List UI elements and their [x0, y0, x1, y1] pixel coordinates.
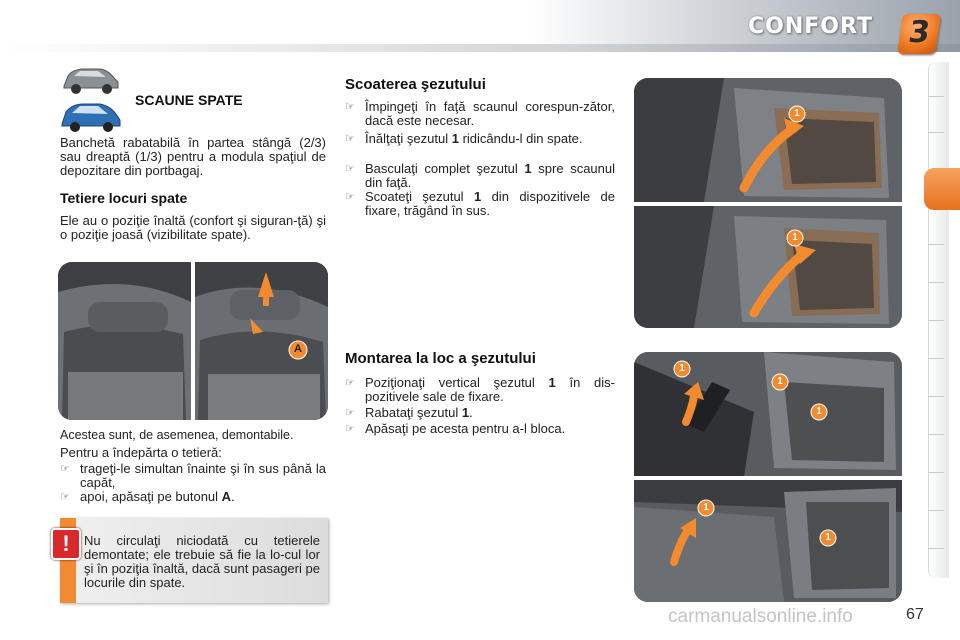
chapter-tab-active[interactable]: [924, 168, 960, 210]
step-number: 1: [548, 375, 556, 390]
button-label-a: A: [221, 489, 232, 504]
step-text: Rabataţi şezutul: [365, 405, 462, 420]
watermark: carmanualsonline.info: [668, 606, 853, 627]
list-item: [345, 132, 615, 162]
install-seat-heading: Montarea la loc a şezutului: [345, 350, 536, 367]
step-text: Împingeţi în faţă scaunul corespun-zător, dacă este necesar.: [365, 99, 615, 128]
step-number: 1: [461, 405, 470, 420]
warning-icon: !: [51, 528, 81, 560]
headrest-illustration: [58, 262, 328, 420]
warning-text: Nu circulaţi niciodată cu tetierele demontate; ele trebuie să fie la lo-cul lor şi în poziţia înaltă, dacă sunt pasageri pe locurile din spate.: [84, 533, 320, 590]
step-text: Poziţionaţi vertical şezutul: [365, 375, 549, 390]
step-text-row: [365, 190, 615, 218]
headrest-paragraph: Ele au o poziţie înaltă (confort şi siguran-ţă) şi o poziţie joasă (vizibilitate spate).: [60, 213, 326, 242]
list-item: [345, 376, 615, 406]
step-text: spre scaunul din faţă.: [365, 161, 616, 190]
bullet-end: .: [231, 489, 235, 504]
step-text-row: [365, 162, 615, 190]
step-text: din dispozitivele de fixare, trăgând în sus.: [365, 189, 615, 218]
seat-install-illustration: [634, 352, 902, 602]
chapter-tab-divider: [928, 132, 944, 133]
step-text: ridicându-l din spate.: [458, 131, 583, 146]
chapter-tab-divider: [928, 510, 944, 511]
pointing-hand-icon: ☞: [345, 101, 355, 113]
pointing-hand-icon: ☞: [345, 377, 355, 389]
pointing-hand-icon: ☞: [345, 191, 355, 203]
pointing-hand-icon: ☞: [345, 407, 355, 419]
step-text: Basculaţi complet şezutul: [365, 161, 525, 176]
chapter-tab-divider: [928, 396, 944, 397]
list-item: [345, 406, 615, 422]
bullet-text: trageţi-le simultan înainte şi în sus până la capăt,: [80, 461, 326, 490]
car-blue-icon: [58, 100, 124, 134]
step-number: 1: [524, 161, 532, 176]
chapter-number: 3: [906, 15, 933, 50]
chapter-tab-divider: [928, 244, 944, 245]
pointing-hand-icon: ☞: [345, 423, 355, 435]
pointing-hand-icon: ☞: [345, 133, 355, 145]
seat-install-photo: [634, 352, 902, 602]
list-item: [345, 100, 615, 130]
callout-a: A: [294, 343, 302, 355]
seat-removal-illustration: [634, 78, 902, 328]
bullet-text-row: [80, 490, 326, 504]
headrest-heading: Tetiere locuri spate: [60, 190, 188, 206]
seat-removal-photo: [634, 78, 902, 328]
list-item: [345, 190, 615, 220]
callout-1: 1: [816, 406, 822, 417]
section-title: SCAUNE SPATE: [135, 92, 243, 108]
step-text-row: [365, 422, 615, 436]
step-text-row: [365, 132, 615, 146]
header-stripe: [0, 44, 960, 52]
step-text-row: [365, 406, 615, 420]
list-item: [60, 490, 326, 506]
chapter-badge: [897, 14, 941, 54]
callout-1: 1: [792, 232, 798, 243]
callout-1: 1: [825, 532, 831, 543]
callout-1: 1: [794, 108, 800, 119]
list-item: [345, 422, 615, 438]
remove-intro: Pentru a îndepărta o tetieră:: [60, 445, 222, 460]
chapter-tab-divider: [928, 358, 944, 359]
step-text: Înălţaţi şezutul: [365, 131, 452, 146]
car-grey-icon: [60, 64, 122, 96]
chapter-tab-divider: [928, 434, 944, 435]
list-item: [60, 462, 326, 492]
pointing-hand-icon: ☞: [60, 463, 70, 475]
callout-1: 1: [703, 502, 709, 513]
step-text-row: [365, 100, 615, 128]
step-number: 1: [473, 189, 482, 204]
page-number: 67: [906, 606, 924, 623]
bullet-text: apoi, apăsaţi pe butonul: [80, 489, 222, 504]
remove-seat-heading: Scoaterea şezutului: [345, 76, 486, 93]
callout-1: 1: [679, 363, 685, 374]
step-text-row: [365, 376, 615, 404]
step-text: Apăsaţi pe acesta pentru a-l bloca.: [365, 421, 566, 436]
step-text: în dis-pozitivele sale de fixare.: [365, 375, 616, 404]
chapter-tab-divider: [928, 320, 944, 321]
chapter-tab-divider: [928, 548, 944, 549]
chapter-tab-divider: [928, 282, 944, 283]
intro-paragraph: Banchetă rabatabilă în partea stângă (2/3) sau dreaptă (1/3) pentru a modula spaţiul de depozitare din portbagaj.: [60, 135, 326, 178]
pointing-hand-icon: ☞: [60, 491, 70, 503]
step-number: 1: [451, 131, 459, 146]
chapter-tab-divider: [928, 472, 944, 473]
step-text: .: [469, 405, 473, 420]
callout-1: 1: [777, 376, 783, 387]
headrest-photo: [58, 262, 328, 420]
chapter-tab-divider: [928, 96, 944, 97]
step-text: Scoateţi şezutul: [365, 189, 474, 204]
list-item: [345, 162, 615, 192]
pointing-hand-icon: ☞: [345, 163, 355, 175]
page-title: CONFORT: [748, 14, 873, 39]
removable-note: Acestea sunt, de asemenea, demontabile.: [60, 428, 294, 442]
